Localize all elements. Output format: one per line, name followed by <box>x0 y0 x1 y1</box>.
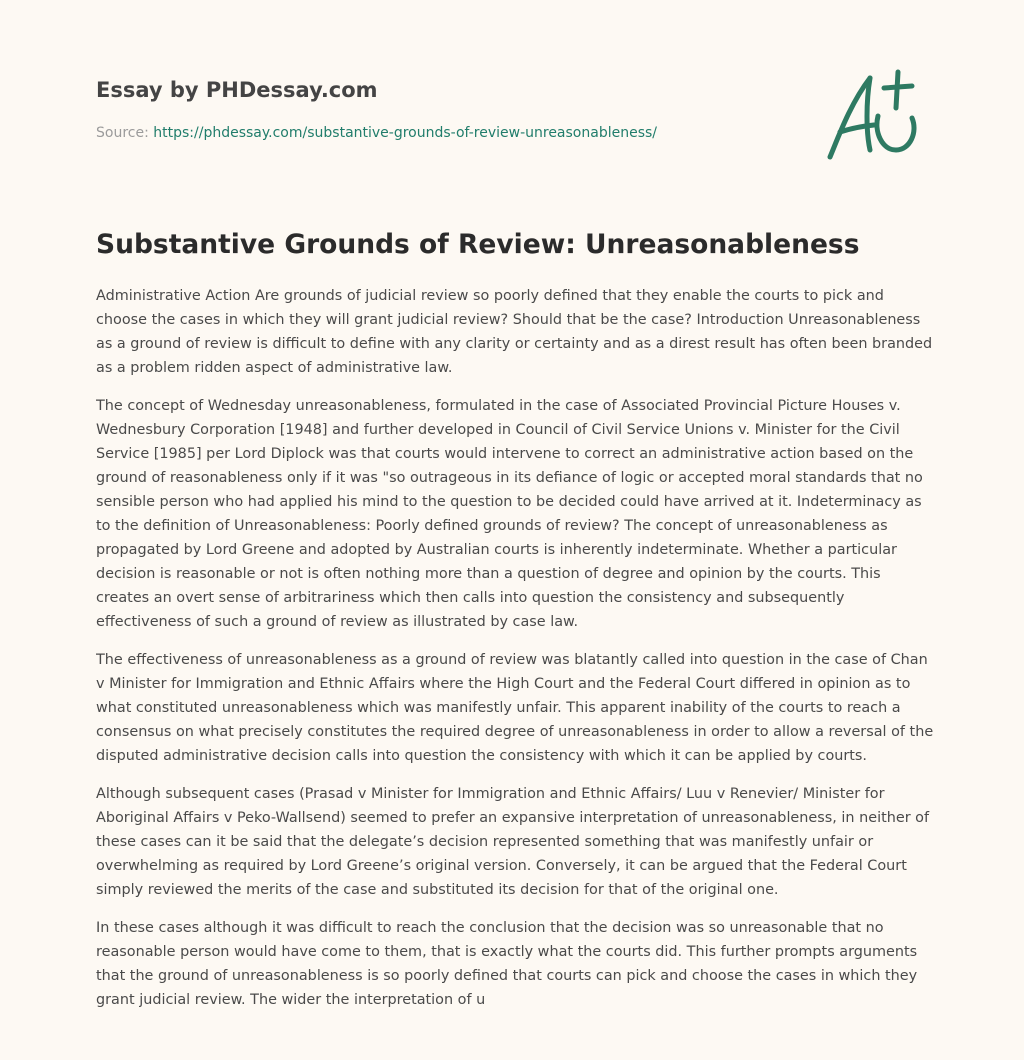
essay-paragraph: Administrative Action Are grounds of judicial review so poorly defined that they enable the courts to pick and choose the cases in which they will grant judicial review? Should that be the case? Introduction Unreasonableness as a ground of review is difficult to define with any clarity or certainty and as a direst result has often been branded as a problem ridden aspect of administrative law. <box>96 288 933 376</box>
essay-page <box>96 0 932 1060</box>
source-label: Source: <box>96 125 154 141</box>
essay-paragraph: Although subsequent cases (Prasad v Minister for Immigration and Ethnic Affairs/ Luu v Renevier/ Minister for Aboriginal Affairs v Peko-Wallsend) seemed to prefer an expansive interpretation of unreasonableness, in neither of these cases can it be said that the delegate’s decision represented something that was manifestly unfair or overwhelming as required by Lord Greene’s original version. Conversely, it can be argued that the Federal Court simply reviewed the merits of the case and substituted its decision for that of the original one. <box>96 786 930 898</box>
a-plus-grade-icon <box>826 66 926 166</box>
essay-paragraph: The concept of Wednesday unreasonableness, formulated in the case of Associated Provincial Picture Houses v. Wednesbury Corporation [1948] and further developed in Council of Civil Service Unions v. Minister for the Civil Service [1985] per Lord Diplock was that courts would intervene to correct an administrative action based on the ground of reasonableness only if it was "so outrageous in its defiance of logic or accepted moral standards that no sensible person who had applied his mind to the question to be decided could have arrived at it. Indeterminacy as to the definition of Unreasonableness: Poorly defined grounds of review? The concept of unreasonableness as propagated by Lord Greene and adopted by Australian courts is inherently indeterminate. Whether a particular decision is reasonable or not is often nothing more than a question of degree and opinion by the courts. This creates an overt sense of arbitrariness which then calls into question the consistency and subsequently effectiveness of such a ground of review as illustrated by case law. <box>96 398 923 630</box>
a-plus-grade-icon-svg <box>826 66 926 166</box>
source-line <box>96 122 657 144</box>
site-title: Essay by PHDessay.com <box>96 78 378 102</box>
essay-title: Substantive Grounds of Review: Unreasonableness <box>96 229 860 260</box>
essay-paragraph: In these cases although it was difficult to reach the conclusion that the decision was so unreasonable that no reasonable person would have come to them, that is exactly what the courts did. This further prompts arguments that the ground of unreasonableness is so poorly defined that courts can pick and choose the cases in which they grant judicial review. The wider the interpretation of u <box>96 920 918 1008</box>
essay-body <box>96 284 936 1060</box>
source-link[interactable]: https://phdessay.com/substantive-grounds-of-review-unreasonableness/ <box>153 125 657 141</box>
essay-paragraph: The effectiveness of unreasonableness as a ground of review was blatantly called into question in the case of Chan v Minister for Immigration and Ethnic Affairs where the High Court and the Federal Court differed in opinion as to what constituted unreasonableness which was manifestly unfair. This apparent inability of the courts to reach a consensus on what precisely constitutes the required degree of unreasonableness in order to allow a reversal of the disputed administrative decision calls into question the consistency with which it can be applied by courts. <box>96 652 934 764</box>
